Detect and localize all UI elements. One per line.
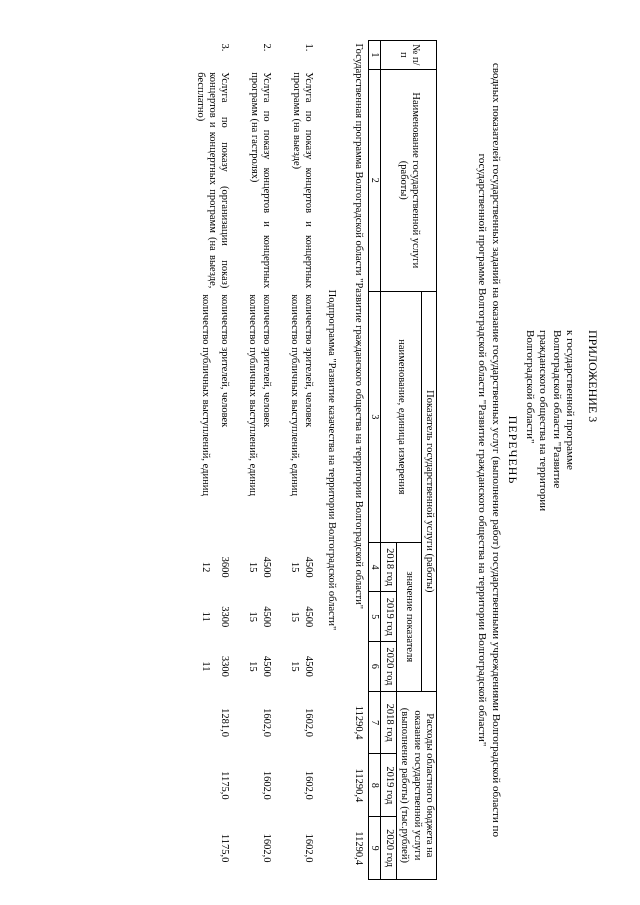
indicator-name: количество публичных выступлений, единиц [288,294,300,496]
header-indicator-name: наименование, единица измерения [381,291,421,542]
budget-value: 1602,0 [261,833,273,863]
program-total: 11290,4 [352,831,364,865]
indicator-value: 4500 [261,655,273,677]
indicator-value: 3600 [219,556,231,578]
column-numbers-row [368,41,381,880]
header-year: 2020 год [381,642,396,692]
header-indicator: Показатель государственной услуги (работы) [421,291,436,691]
col-number: 6 [368,642,381,692]
col-number: 9 [368,817,381,880]
col-number: 8 [368,754,381,817]
header-indicator-value: значение показателя [396,542,421,691]
program-total: 11290,4 [352,768,364,803]
header-year: 2019 год [381,592,396,642]
appendix-heading: ПРИЛОЖЕНИЕ 3 [586,330,600,423]
col-number: 5 [368,592,381,642]
indicator-value: 4500 [302,556,314,578]
indicator-value: 15 [246,561,258,573]
document-title-block [475,40,520,860]
row-number: 3. [219,43,231,52]
indicator-value: 11 [199,661,211,672]
header-year: 2018 год [381,691,396,754]
budget-value: 1175,0 [219,771,231,800]
header-num: № п/п [381,41,437,70]
indicator-name: количество зрителей, человек [261,294,273,428]
document-subtitle: сводных показателей государственных заданий на оказание государственных услуг (выполнение работ) государственными учреждениями Волгоградской области по государственной программе Волгоградской области "Развитие гражданского общества на территории Волгоградской области" [476,63,502,837]
col-number: 3 [368,291,381,542]
budget-value: 1602,0 [302,708,314,738]
document-title: ПЕРЕЧЕНЬ [506,415,520,485]
indicator-value: 12 [199,561,211,573]
margin-line [464,0,634,1]
header-year: 2020 год [381,817,396,880]
indicator-name: количество зрителей, человек [302,294,314,428]
indicator-value: 4500 [261,556,273,578]
indicator-value: 4500 [302,655,314,677]
header-service: Наименование государственной услуги (работы) [381,69,437,291]
service-name: Услуга по показу (организации показ) концертов и концертных программ (на выезде, бесплатно) [194,72,231,289]
subprogram-label: Подпрограмма "Развитие казачества на территории Волгоградской области" [326,289,338,631]
col-number: 7 [368,691,381,754]
header-row-1 [421,41,436,880]
budget-value: 1281,0 [219,708,231,738]
indicator-value: 15 [288,561,300,573]
appendix-text: к государственной программе Волгоградской области "Развитие гражданского общества на территории Волгоградской области" [524,330,576,512]
row-number: 2. [261,43,273,52]
indicator-value: 11 [199,611,211,622]
indicator-value: 15 [288,661,300,672]
budget-value: 1602,0 [261,708,273,738]
col-number: 4 [368,542,381,592]
indicator-value: 15 [246,661,258,672]
program-row [345,41,368,880]
budget-value: 1175,0 [219,833,231,863]
col-number: 2 [368,69,381,291]
header-budget: Расходы областного бюджета на оказание государственной услуги (выполнение работы) (тыс.рублей) [396,691,436,879]
table-row [301,41,315,880]
subprogram-row [315,41,345,880]
appendix-block [523,330,600,530]
indicator-name: количество зрителей, человек [219,294,231,428]
indicator-value: 3300 [219,606,231,628]
budget-value: 1602,0 [302,770,314,800]
indicator-value: 15 [246,611,258,622]
row-number: 1. [302,43,314,52]
indicator-value: 4500 [302,606,314,628]
table-row [259,41,273,880]
table-row [212,41,232,880]
indicator-name: количество публичных выступлений, единиц [199,294,211,496]
indicator-value: 15 [288,611,300,622]
budget-value: 1602,0 [261,770,273,800]
program-total: 11290,4 [352,705,364,740]
indicator-name: количество публичных выступлений, единиц [246,294,258,496]
header-year: 2018 год [381,542,396,592]
program-label: Государственная программа Волгоградской области "Развитие гражданского общества на территории Волгоградской области" [352,43,364,610]
indicator-value: 4500 [261,606,273,628]
service-name: Услуга по показу концертов и концертных программ (на выезде) [290,72,314,289]
header-year: 2019 год [381,754,396,817]
col-number: 1 [368,41,381,70]
budget-value: 1602,0 [302,833,314,863]
indicators-table [192,40,437,880]
indicator-value: 3300 [219,655,231,677]
service-name: Услуга по показу концертов и концертных программ (на гастролях) [248,72,273,289]
